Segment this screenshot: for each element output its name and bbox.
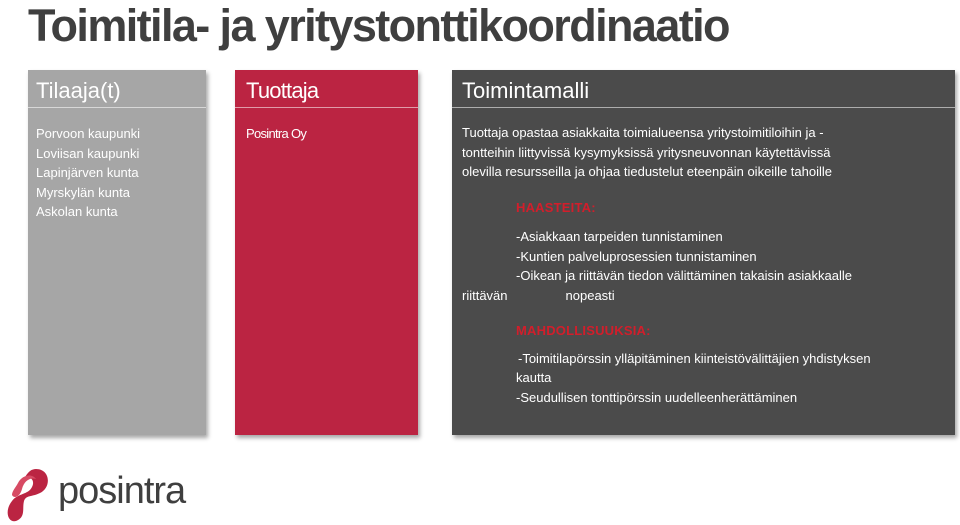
challenge-wrap-line — [462, 286, 952, 306]
challenge-item: -Asiakkaan tarpeiden tunnistaminen — [516, 229, 723, 244]
clients-list — [36, 124, 140, 222]
client-item: Askolan kunta — [36, 204, 118, 219]
page-title: Toimitila- ja yritystonttikoordinaatio — [28, 0, 729, 51]
client-item: Myrskylän kunta — [36, 184, 130, 200]
operating-model-heading: Toimintamalli — [452, 70, 955, 108]
intro-line: tontteihin liittyvissä kysymyksissä yritysneuvonnan käytettävissä — [462, 144, 831, 160]
producer-heading: Tuottaja — [235, 70, 418, 108]
opportunities-list — [462, 349, 952, 408]
opportunity-item-wrap: kautta — [516, 370, 552, 385]
opportunity-item: -Toimitilapörssin ylläpitäminen kiinteistövälittäjien yhdistyksen — [518, 350, 871, 366]
challenges-list — [462, 227, 952, 305]
operating-model-body — [462, 123, 952, 407]
operating-model-panel — [452, 70, 955, 435]
clients-heading: Tilaaja(t) — [28, 70, 206, 108]
producer-name: Posintra Oy — [246, 126, 307, 141]
challenge-wrap-b: nopeasti — [565, 287, 615, 303]
challenge-item: -Kuntien palveluprosessien tunnistaminen — [516, 248, 757, 264]
posintra-logo-icon — [6, 465, 54, 525]
challenge-item: -Oikean ja riittävän tiedon välittäminen takaisin asiakkaalle — [516, 268, 853, 283]
clients-panel — [28, 70, 206, 435]
posintra-logo — [6, 465, 196, 525]
posintra-logo-text: posintra — [58, 470, 186, 512]
intro-line: Tuottaja opastaa asiakkaita toimialueensa yritystoimitiloihin ja - — [462, 125, 824, 140]
client-item: Porvoon kaupunki — [36, 126, 141, 141]
opportunity-item: -Seudullisen tonttipörssin uudelleenherättäminen — [516, 389, 798, 405]
intro-line: olevilla resursseilla ja ohjaa tiedustelut eteenpäin oikeille tahoille — [462, 164, 833, 179]
client-item: Lapinjärven kunta — [36, 165, 139, 180]
client-item: Loviisan kaupunki — [36, 145, 140, 161]
opportunities-heading: MAHDOLLISUUKSIA: — [516, 323, 651, 338]
producer-panel — [235, 70, 418, 435]
challenge-wrap-a: riittävän — [462, 287, 508, 303]
challenges-heading: HAASTEITA: — [516, 199, 596, 215]
